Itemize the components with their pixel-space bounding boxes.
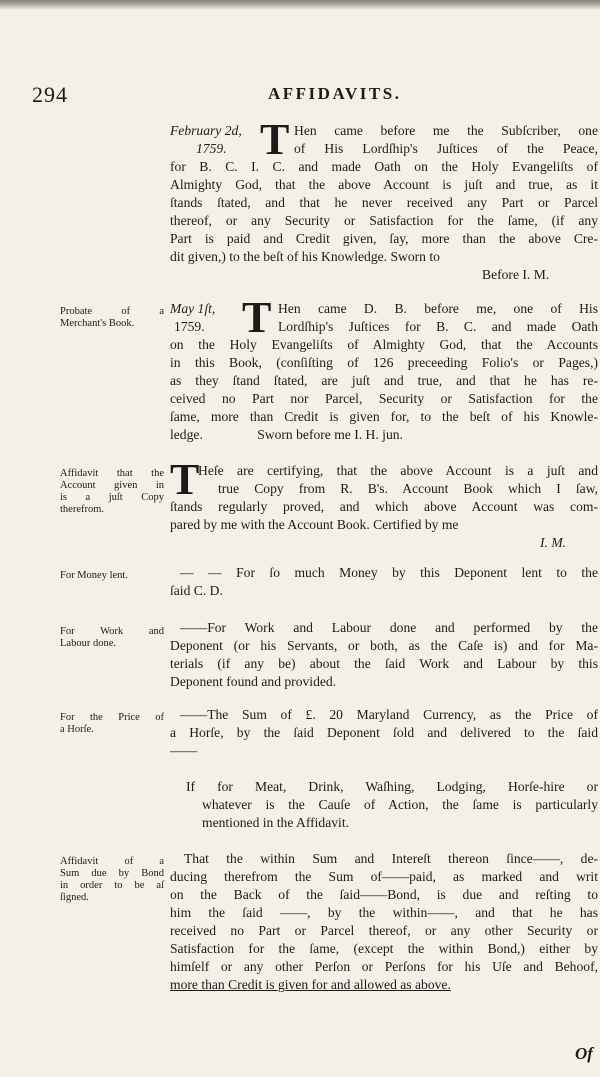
work-labour-line: ——For Work and Labour done and performed by the	[180, 620, 598, 635]
affidavit3-line: ſtands regularly proved, and which above Account was com-	[170, 499, 598, 514]
affidavit2-line: in this Book, (conſiſting of 126 preceeding Folio's or Pages,)	[170, 355, 598, 370]
affidavit1-line: dit given,) to the beſt of his Knowledge. Sworn to	[170, 249, 440, 264]
margin-note-probate	[60, 306, 164, 330]
affidavit3-signature: I. M.	[540, 535, 567, 550]
work-labour-clause	[170, 619, 598, 691]
margin-note-line: For Money lent.	[60, 570, 128, 581]
affidavit1-signature: Before I. M.	[482, 267, 550, 282]
bond-line: That the within Sum and Intereſt thereon ſince——, de-	[184, 851, 598, 866]
page-header	[0, 82, 600, 112]
bond-line: ducing therefrom the Sum of——paid, as marked and writ	[170, 869, 598, 884]
margin-note-line: Sum due by Bond	[60, 868, 164, 879]
affidavit2-line: Hen came D. B. before me, one of His	[278, 301, 598, 316]
affidavit2-line: on the Holy Evangeliſts of Almighty God, that the Accounts	[170, 337, 598, 352]
affidavit2-line: ſame, more than Credit is given for, to the beſt of his Knowle-	[170, 409, 598, 424]
work-labour-line: Deponent (or his Servants, or both, as the Caſe is) and for Ma-	[170, 638, 598, 653]
catchword: Of	[575, 1044, 593, 1063]
work-labour-line: terials (if any be) about the ſaid Work and Labour by this	[170, 656, 598, 671]
margin-note-line: is a juſt Copy	[60, 492, 164, 503]
affidavit1-line: Part is paid and Credit given, ſay, more than the above Cre-	[170, 231, 598, 246]
affidavit2-line: as they ſtand ſtated, are juſt and true, and that he has re-	[170, 373, 598, 388]
page-number: 294	[32, 82, 68, 107]
affidavit1-date-line: February 2d,	[170, 123, 242, 138]
affidavit-general-account	[170, 115, 598, 284]
affidavit2-line: ceived no Part nor Parcel, Security or Satisfaction for the	[170, 391, 598, 406]
affidavit1-line: for B. C. I. C. and made Oath on the Holy Evangeliſts of	[170, 159, 598, 174]
running-title: AFFIDAVITS.	[268, 84, 402, 103]
margin-note-line: Merchant's Book.	[60, 318, 135, 329]
affidavit1-dropcap: T	[260, 115, 290, 164]
money-lent-line: ſaid C. D.	[170, 583, 223, 598]
affidavit2-date-line: May 1ſt,	[170, 301, 216, 316]
bond-line: received no Part or Parcel thereof, or any other Security or	[170, 923, 598, 938]
bond-line: more than Credit is given for and allowed as above.	[170, 977, 451, 992]
note-line: mentioned in the Affidavit.	[202, 815, 349, 830]
margin-note-line: Probate of a	[60, 306, 164, 317]
affidavit1-year-line: 1759.	[196, 141, 227, 156]
margin-note-line: Affidavit that the	[60, 468, 164, 479]
affidavit-probate-book	[170, 293, 598, 444]
margin-note-line: Labour done.	[60, 638, 116, 649]
affidavit2-year-line: 1759.	[174, 319, 205, 334]
margin-note-horse	[60, 712, 164, 736]
affidavit2-line: Lordſhip's Juſtices for B. C. and made Oath	[278, 319, 598, 334]
margin-note-line: For Work and	[60, 626, 164, 637]
margin-note-line: a Horſe.	[60, 724, 94, 735]
affidavit2-date	[170, 300, 250, 336]
margin-note-line: in order to be aſ	[60, 880, 164, 891]
bond-line: himſelf or any other Perſon or Perſons for his Uſe and Behoof,	[170, 959, 598, 974]
affidavit1-line: of His Lordſhip's Juſtices of the Peace,	[294, 141, 598, 156]
bond-line: Satisfaction for the ſame, (except the within Bond,) either by	[170, 941, 598, 956]
affidavit-copy-certificate	[170, 455, 598, 552]
affidavit3-line: pared by me with the Account Book. Certified by me	[170, 517, 459, 532]
affidavit3-line: Heſe are certifying, that the above Account is a juſt and	[198, 463, 598, 478]
affidavit1-line: Almighty God, that the above Account is juſt and true, as it	[170, 177, 598, 192]
margin-note-line: ſigned.	[60, 892, 89, 903]
margin-note-line: therefrom.	[60, 504, 105, 515]
horse-line: ——	[170, 743, 198, 758]
margin-note-line: Affidavit of a	[60, 856, 164, 867]
affidavit1-line: Hen came before me the Subſcriber, one	[294, 123, 598, 138]
bond-line: him the ſaid ——, by the within——, and that he has	[170, 905, 598, 920]
affidavit3-dropcap: T	[170, 455, 200, 504]
affidavit1-line: thereof, or any Security or Satisfaction for the ſame, (if any	[170, 213, 598, 228]
note-line: whatever is the Cauſe of Action, the ſame is particularly	[202, 797, 598, 812]
horse-line: ——The Sum of £. 20 Maryland Currency, as the Price of	[180, 707, 598, 722]
margin-note-bond	[60, 856, 164, 904]
money-lent-clause	[170, 564, 598, 600]
margin-note-work-labour	[60, 626, 164, 650]
work-labour-line: Deponent found and provided.	[170, 674, 337, 689]
margin-note-money-lent	[60, 570, 164, 582]
margin-note-copy	[60, 468, 164, 516]
money-lent-line: — — For ſo much Money by this Deponent lent to the	[180, 565, 598, 580]
cause-of-action-note	[186, 778, 598, 832]
affidavit2-signature-line: ledge. Sworn before me I. H. jun.	[170, 427, 403, 442]
bond-affidavit-clause	[170, 850, 598, 994]
note-line: If for Meat, Drink, Waſhing, Lodging, Horſe-hire or	[186, 779, 598, 794]
horse-price-clause	[170, 706, 598, 760]
affidavit2-dropcap: T	[242, 293, 272, 342]
margin-note-line: For the Price of	[60, 712, 164, 723]
bond-line: on the Back of the ſaid——Bond, is due and reſting to	[170, 887, 598, 902]
page-top-edge-shadow	[0, 0, 600, 10]
affidavit1-date	[170, 122, 262, 158]
affidavit1-line: ſtands ſtated, and that he never received any Part or Parcel	[170, 195, 598, 210]
horse-line: a Horſe, by the ſaid Deponent ſold and delivered to the ſaid	[170, 725, 598, 740]
margin-note-line: Account given in	[60, 480, 164, 491]
affidavit3-line: true Copy from R. B's. Account Book which I ſaw,	[218, 481, 598, 496]
